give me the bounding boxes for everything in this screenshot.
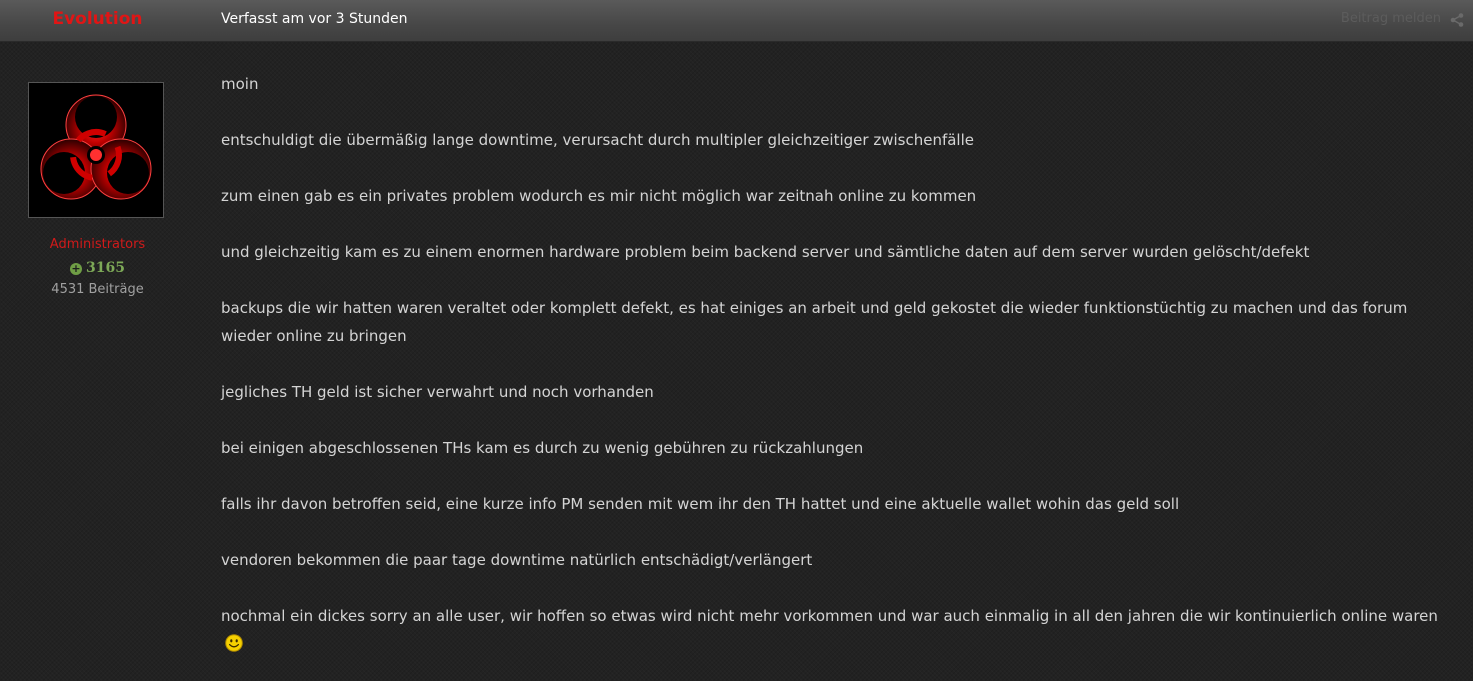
post-paragraph-last	[221, 602, 1451, 658]
share-icon[interactable]	[1449, 12, 1465, 28]
post-paragraph-text: nochmal ein dickes sorry an alle user, wir hoffen so etwas wird nicht mehr vorkommen und war auch einmalig in all den jahren die wir kontinuierlich online waren	[221, 607, 1438, 625]
author-username[interactable]: Evolution	[52, 9, 143, 29]
post-paragraph: moin	[221, 75, 259, 93]
post-paragraph: vendoren bekommen die paar tage downtime natürlich entschädigt/verlängert	[221, 551, 813, 569]
post-date: Verfasst am vor 3 Stunden	[221, 11, 408, 27]
smiley-icon	[225, 634, 243, 652]
user-group[interactable]: Administrators	[49, 237, 146, 252]
post-paragraph: bei einigen abgeschlossenen THs kam es durch zu wenig gebühren zu rückzahlungen	[221, 439, 864, 457]
post-paragraph: entschuldigt die übermäßig lange downtime, verursacht durch multipler gleichzeitiger zwischenfälle	[221, 131, 974, 149]
post-paragraph: falls ihr davon betroffen seid, eine kurze info PM senden mit wem ihr den TH hattet und eine aktuelle wallet wohin das geld soll	[221, 495, 1180, 513]
post-content	[221, 70, 1451, 681]
reputation-value: 3165	[86, 260, 125, 276]
post-paragraph: und gleichzeitig kam es zu einem enormen hardware problem beim backend server und sämtliche daten auf dem server wurden gelöscht/defekt	[221, 243, 1310, 261]
reputation	[0, 259, 195, 277]
post-header	[0, 0, 1473, 42]
post-paragraph: backups die wir hatten waren veraltet oder komplett defekt, es hat einiges an arbeit und geld gekostet die wieder funktionstüchtig zu machen und das forum wieder online zu bringen	[221, 299, 1408, 345]
biohazard-icon	[29, 83, 163, 217]
post-paragraph: jegliches TH geld ist sicher verwahrt und noch vorhanden	[221, 383, 654, 401]
plus-circle-icon: +	[71, 262, 81, 275]
avatar[interactable]	[28, 82, 164, 218]
post-count: 4531 Beiträge	[51, 282, 144, 297]
report-post-link[interactable]: Beitrag melden	[1340, 11, 1441, 26]
post-paragraph: zum einen gab es ein privates problem wodurch es mir nicht möglich war zeitnah online zu kommen	[221, 187, 977, 205]
